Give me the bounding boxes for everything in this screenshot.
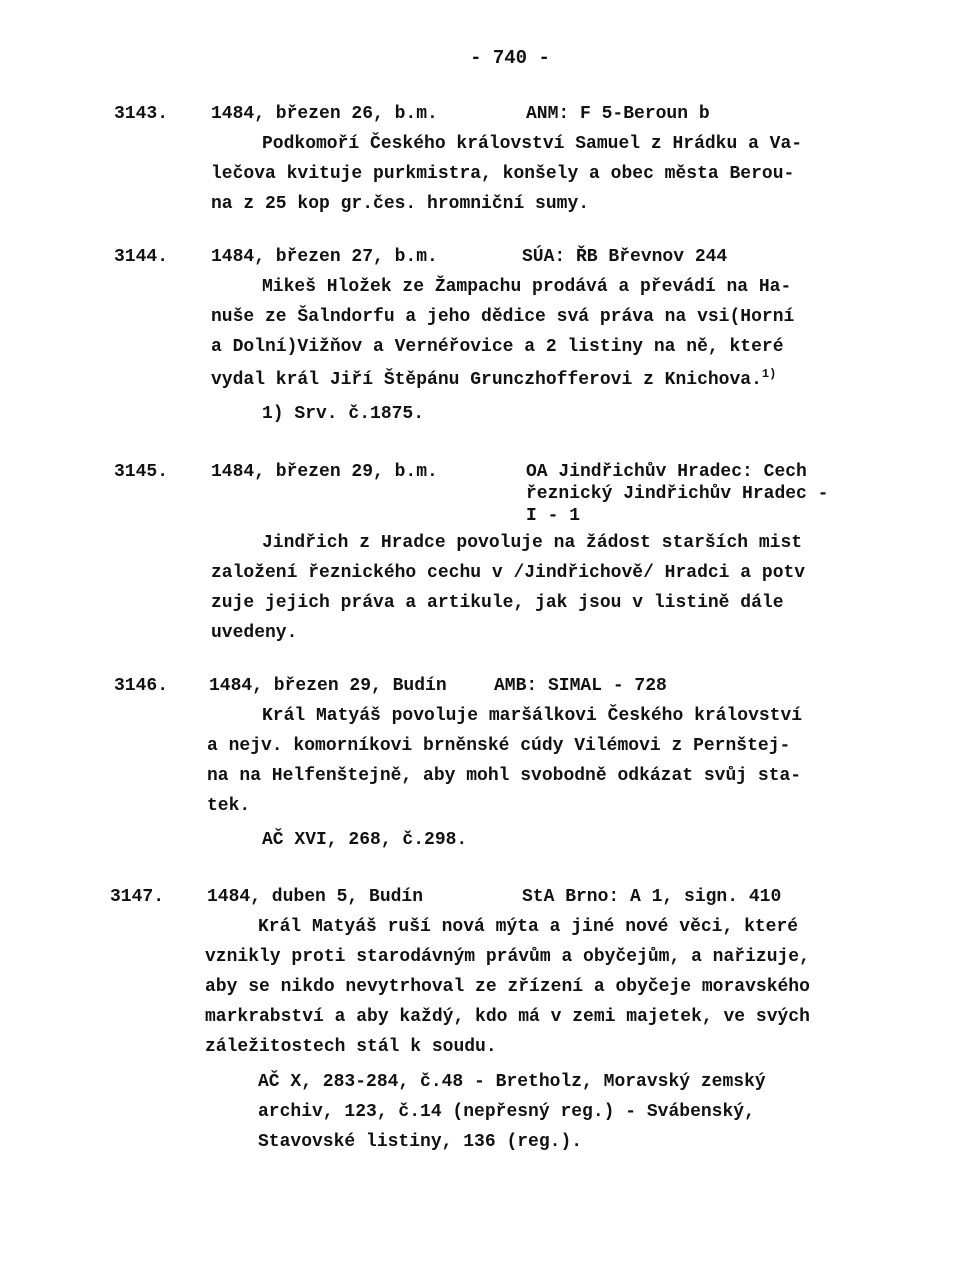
entry-date: 1484, duben 5, Budín — [207, 887, 424, 907]
entry-text-line: zuje jejich práva a artikule, jak jsou v listině dále — [211, 593, 784, 613]
entry-source: ANM: F 5-Beroun b — [526, 104, 710, 124]
entry-source: OA Jindřichův Hradec: Cech — [526, 462, 807, 482]
entry-text-line: vznikly proti starodávným právům a obyčejům, a nařizuje, — [205, 947, 810, 967]
entry-date: 1484, březen 29, Budín — [209, 676, 447, 696]
entry-date: 1484, březen 29, b.m. — [211, 462, 438, 482]
entry-footnote: 1) Srv. č.1875. — [262, 404, 425, 424]
entry-number: 3146. — [114, 676, 169, 696]
entry-text-line: uvedeny. — [211, 623, 298, 643]
entry-source: StA Brno: A 1, sign. 410 — [522, 887, 782, 907]
entry-source: I - 1 — [526, 506, 581, 526]
page-number: - 740 - — [470, 47, 550, 69]
entry-number: 3144. — [114, 247, 169, 267]
entry-date: 1484, březen 27, b.m. — [211, 247, 438, 267]
entry-text-line: Jindřich z Hradce povoluje na žádost starších mist — [262, 533, 803, 553]
entry-text-line-content: vydal král Jiří Štěpánu Grunczhofferovi z Knichova. — [211, 370, 762, 390]
entry-text-line: lečova kvituje purkmistra, konšely a obec města Berou- — [211, 164, 795, 184]
entry-text-line: Mikeš Hložek ze Žampachu prodává a převádí na Ha- — [262, 277, 792, 297]
entry-source: řeznický Jindřichův Hradec - — [526, 484, 829, 504]
entry-text-line: aby se nikdo nevytrhoval ze zřízení a obyčeje moravského — [205, 977, 810, 997]
entry-text-line: a nejv. komorníkovi brněnské cúdy Vilémovi z Pernštej- — [207, 736, 791, 756]
entry-text-line: na z 25 kop gr.čes. hromniční sumy. — [211, 194, 590, 214]
entry-text-line: Král Matyáš povoluje maršálkovi Českého království — [262, 706, 803, 726]
entry-source: SÚA: ŘB Břevnov 244 — [522, 247, 728, 267]
entry-text-line: markrabství a aby každý, kdo má v zemi majetek, ve svých — [205, 1007, 810, 1027]
entry-text-line: nuše ze Šalndorfu a jeho dědice svá práva na vsi(Horní — [211, 307, 795, 327]
entry-source: AMB: SIMAL - 728 — [494, 676, 667, 696]
entry-text-line — [211, 367, 776, 390]
entry-text-line: Podkomoří Českého království Samuel z Hrádku a Va- — [262, 134, 803, 154]
entry-number: 3147. — [110, 887, 165, 907]
entry-text-line: na na Helfenštejně, aby mohl svobodně odkázat svůj sta- — [207, 766, 802, 786]
entry-date: 1484, březen 26, b.m. — [211, 104, 438, 124]
entry-text-line: záležitostech stál k soudu. — [205, 1037, 497, 1057]
entry-number: 3143. — [114, 104, 169, 124]
entry-reference: archiv, 123, č.14 (nepřesný reg.) - Svábenský, — [258, 1102, 755, 1122]
entry-text-line: tek. — [207, 796, 251, 816]
entry-text-line: založení řeznického cechu v /Jindřichově/ Hradci a potv — [211, 563, 806, 583]
entry-reference: Stavovské listiny, 136 (reg.). — [258, 1132, 583, 1152]
entry-text-line: a Dolní)Vižňov a Vernéřovice a 2 listiny na ně, které — [211, 337, 784, 357]
footnote-marker: 1) — [761, 367, 777, 381]
entry-number: 3145. — [114, 462, 169, 482]
entry-reference: AČ X, 283-284, č.48 - Bretholz, Moravský zemský — [258, 1072, 766, 1092]
entry-reference: AČ XVI, 268, č.298. — [262, 830, 468, 850]
entry-text-line: Král Matyáš ruší nová mýta a jiné nové věci, které — [258, 917, 799, 937]
